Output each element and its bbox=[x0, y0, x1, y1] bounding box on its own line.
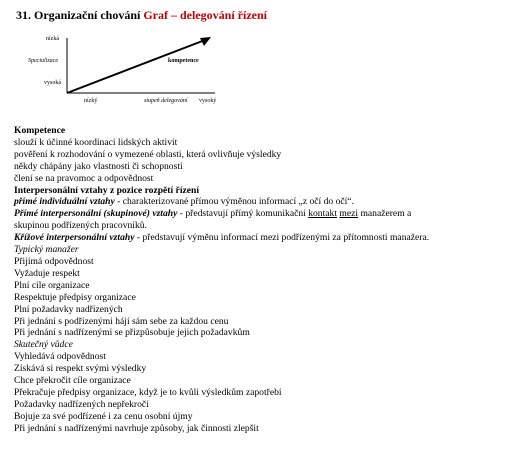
list-item: Chce překročit cíle organizace bbox=[14, 375, 131, 387]
definition: - představují výměnu informací mezi podřízenými za přítomnosti manažera. bbox=[134, 232, 430, 244]
definition: - představují přímý komunikační bbox=[177, 208, 309, 220]
document-body bbox=[14, 125, 512, 435]
heading-prefix: 31. Organizační chování bbox=[16, 8, 144, 22]
y-label-top: nízká bbox=[46, 36, 59, 42]
paragraph-2-continued: skupinou podřízených pracovníků. bbox=[14, 220, 147, 232]
typical-manager-heading: Typický manažer bbox=[14, 244, 79, 256]
list-item: Plní požadavky nadřízených bbox=[14, 303, 123, 315]
list-item: slouží k účinné koordinaci lidských aktivit bbox=[14, 136, 178, 148]
paragraph-2 bbox=[14, 208, 512, 220]
delegation-chart bbox=[0, 0, 516, 120]
x-label-mid: stupeň delegování bbox=[144, 98, 188, 104]
y-label-mid: Specializace bbox=[28, 58, 58, 64]
line-label: kompetence bbox=[168, 58, 199, 64]
underlined-word: kontakt bbox=[308, 208, 337, 220]
list-item: pověření k rozhodování o vymezené oblasti, která ovlivňuje výsledky bbox=[14, 148, 282, 160]
term: přímé individuální vztahy bbox=[14, 196, 115, 208]
term: Přímé interpersonální (skupinové) vztahy bbox=[14, 208, 178, 220]
y-label-bottom: vysoká bbox=[44, 80, 61, 86]
term: Křížové interpersonální vztahy bbox=[14, 232, 135, 244]
x-label-left: nízký bbox=[84, 98, 98, 104]
definition-end: manažerem a bbox=[358, 208, 412, 220]
list-item: někdy chápány jako vlastnosti či schopnosti bbox=[14, 160, 183, 172]
list-item: Plní cíle organizace bbox=[14, 279, 90, 291]
list-item: Při jednání s nadřízenými se přizpůsobuje jejich požadavkům bbox=[14, 327, 250, 339]
interpersonal-heading: Interpersonální vztahy z pozice rozpětí řízení bbox=[14, 184, 199, 196]
list-item: Získává si respekt svými výsledky bbox=[14, 363, 147, 375]
x-label-right: vysoký bbox=[199, 98, 217, 104]
list-item: Požadavky nadřízených nepřekročí bbox=[14, 398, 149, 410]
underlined-word: mezi bbox=[339, 208, 359, 220]
list-item: Vyhledává odpovědnost bbox=[14, 351, 106, 363]
true-leader-heading: Skutečný vůdce bbox=[14, 339, 73, 351]
list-item: Při jednání s nadřízenými navrhuje způsoby, jak činnosti zlepšit bbox=[14, 422, 259, 434]
list-item: Při jednání s podřízenými hájí sám sebe za každou cenu bbox=[14, 315, 229, 327]
heading-red-title: Graf – delegování řízení bbox=[143, 8, 267, 22]
list-item: člení se na pravomoc a odpovědnost bbox=[14, 172, 154, 184]
chart-svg bbox=[0, 0, 516, 120]
definition: - charakterizované přímou výměnou informací „z očí do očí“. bbox=[114, 196, 354, 208]
list-item: Bojuje za své podřízené i za cenu osobní újmy bbox=[14, 410, 193, 422]
list-item: Vyžaduje respekt bbox=[14, 267, 80, 279]
list-item: Překračuje předpisy organizace, když je to kvůli výsledkům zapotřebí bbox=[14, 386, 282, 398]
kompetence-heading: Kompetence bbox=[14, 125, 66, 136]
paragraph-1 bbox=[14, 196, 512, 208]
list-item: Respektuje předpisy organizace bbox=[14, 291, 136, 303]
competence-line bbox=[67, 40, 205, 93]
list-item: Přijímá odpovědnost bbox=[14, 255, 94, 267]
paragraph-3 bbox=[14, 232, 512, 244]
